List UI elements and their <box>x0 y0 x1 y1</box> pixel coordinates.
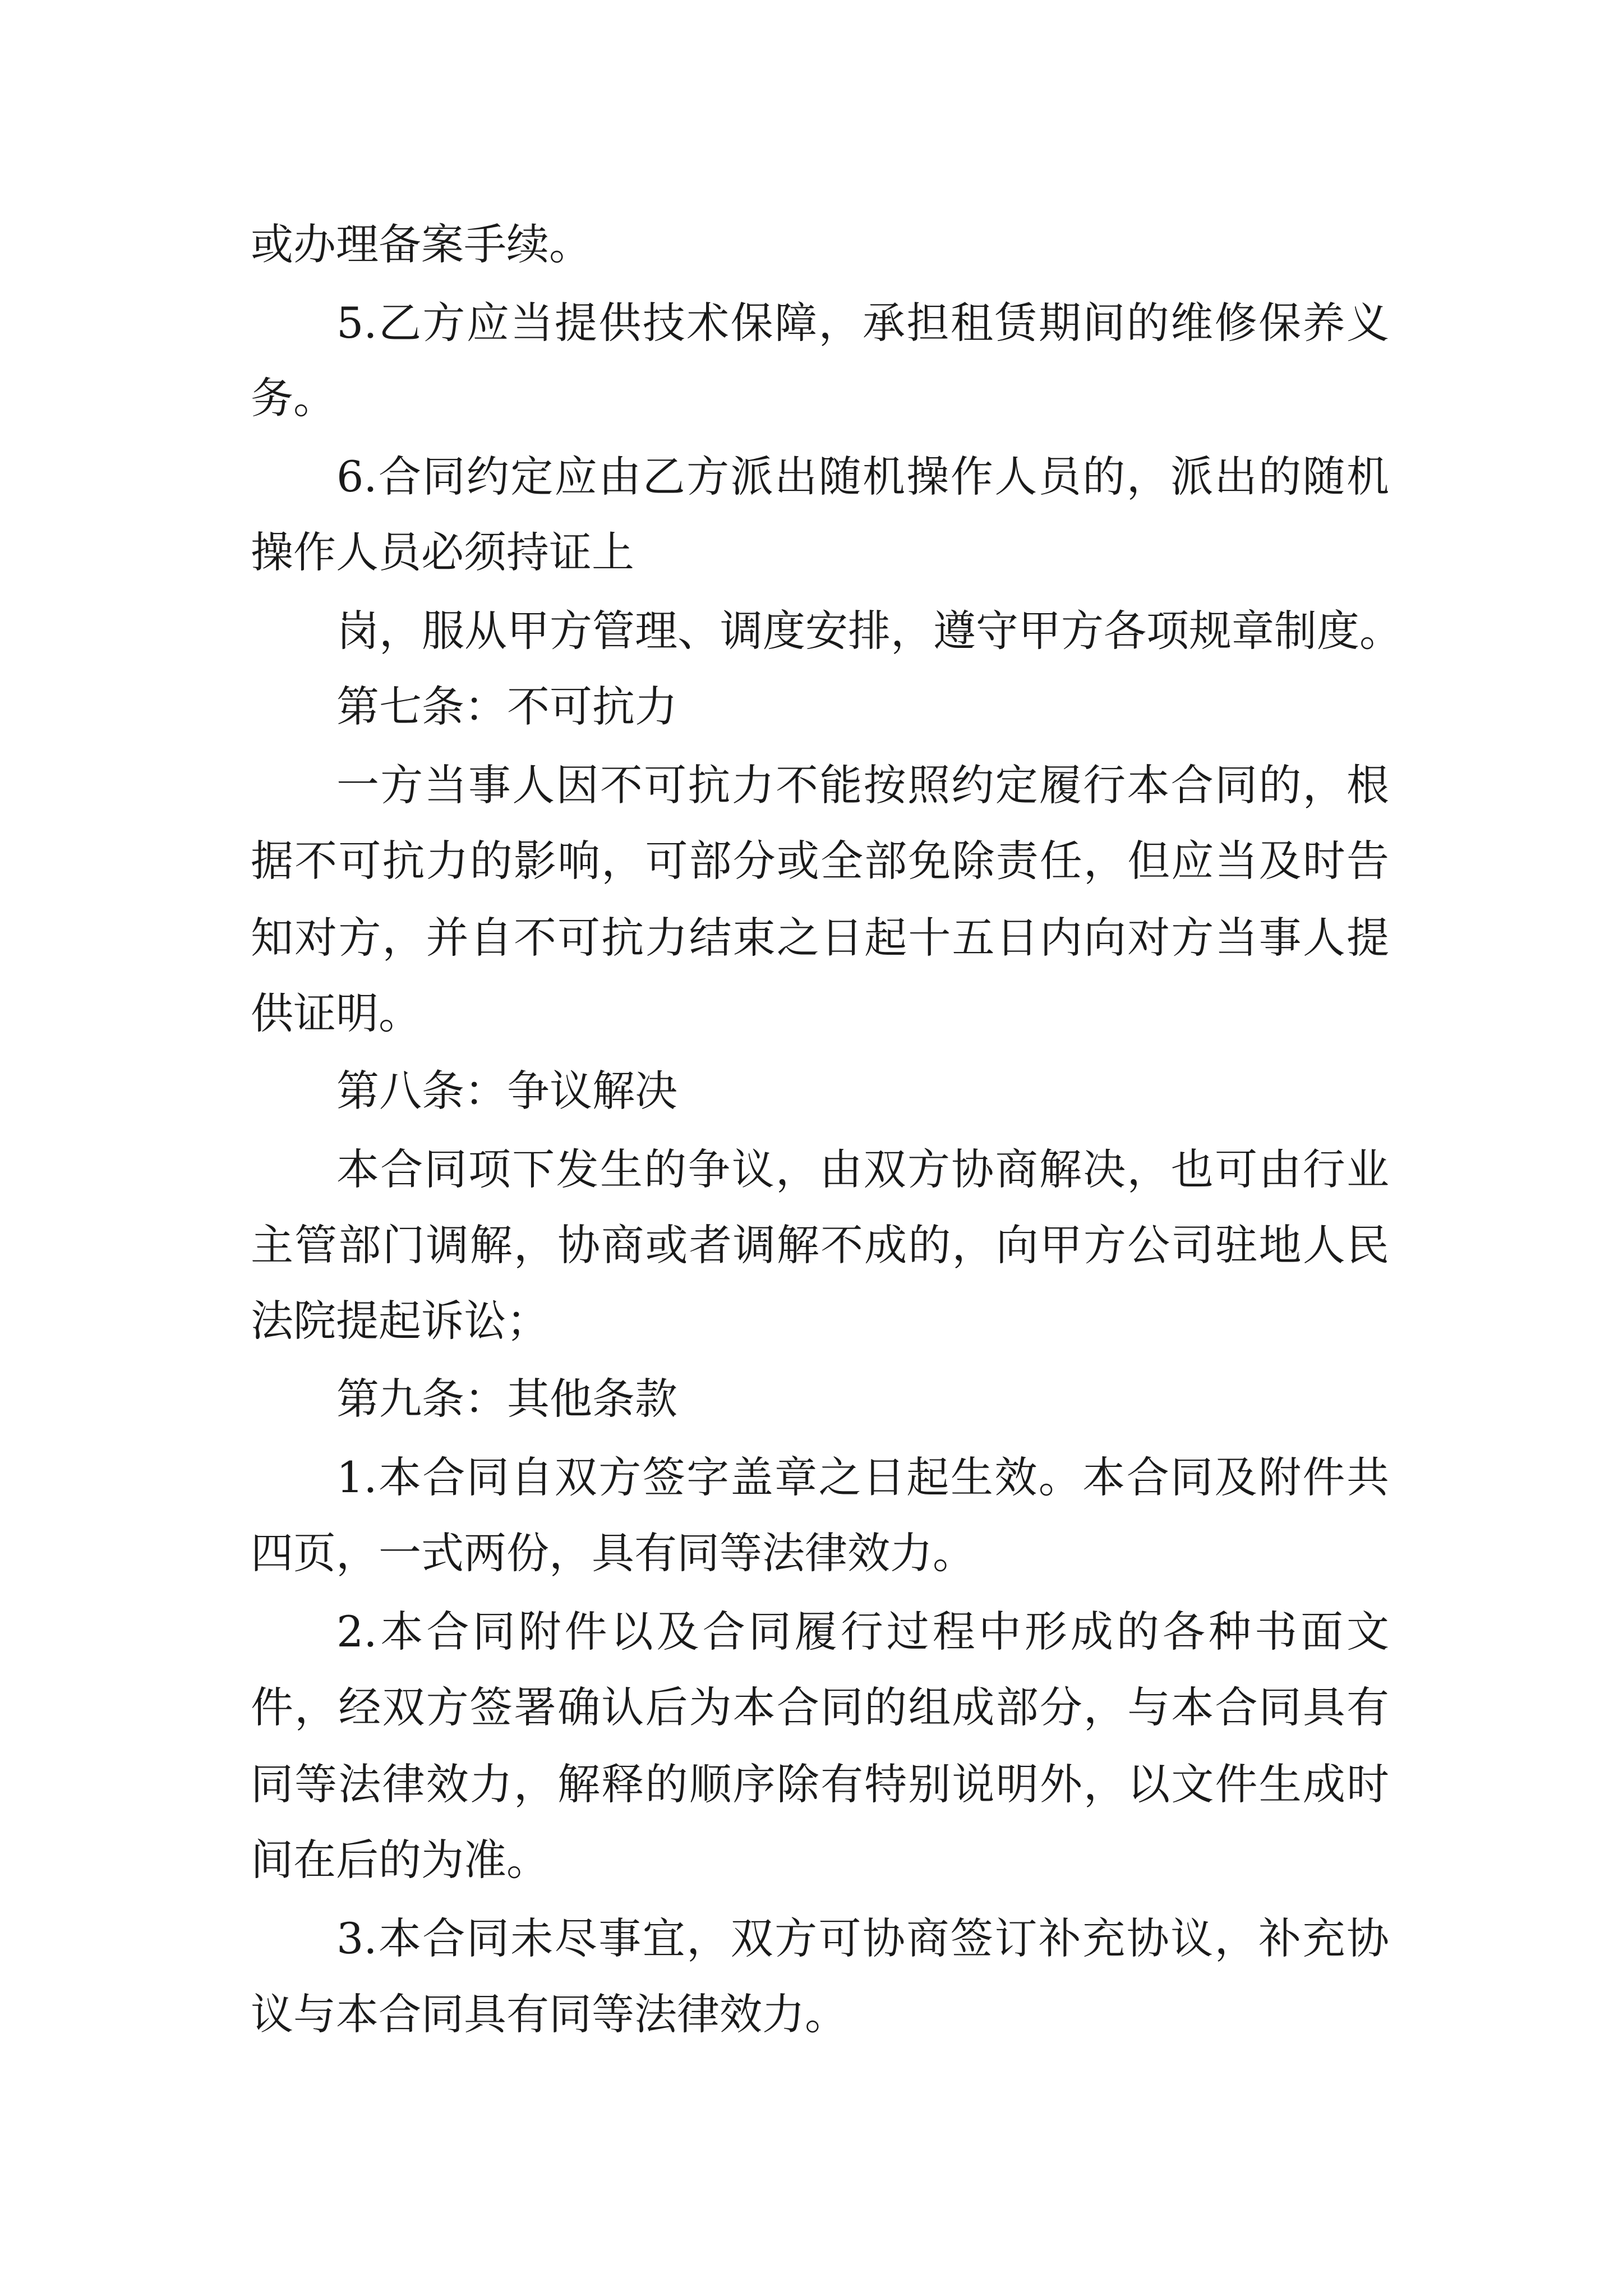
text-line: 5.乙方应当提供技术保障，承担租赁期间的维修保养义 <box>336 298 1389 348</box>
text-line: 知对方，并自不可抗力结束之日起十五日内向对方当事人提 <box>251 913 1389 963</box>
text-line: 操作人员必须持证上 <box>251 527 634 577</box>
text-line: 2.本合同附件以及合同履行过程中形成的各种书面文 <box>336 1607 1389 1657</box>
text-line: 务。 <box>251 373 336 423</box>
text-line: 3.本合同未尽事宜，双方可协商签订补充协议，补充协 <box>336 1913 1389 1963</box>
section-heading: 第七条：不可抗力 <box>336 682 677 731</box>
text-line: 1.本合同自双方签字盖章之日起生效。本合同及附件共 <box>336 1452 1389 1502</box>
text-line: 主管部门调解，协商或者调解不成的，向甲方公司驻地人民 <box>251 1220 1389 1270</box>
text-line: 一方当事人因不可抗力不能按照约定履行本合同的，根 <box>336 760 1389 810</box>
text-line: 据不可抗力的影响，可部分或全部免除责任，但应当及时告 <box>251 836 1389 886</box>
section-heading: 第八条：争议解决 <box>336 1066 677 1116</box>
text-line: 间在后的为准。 <box>251 1835 549 1885</box>
text-line: 供证明。 <box>251 988 421 1038</box>
text-line: 议与本合同具有同等法律效力。 <box>251 1989 847 2039</box>
text-line: 6.合同约定应由乙方派出随机操作人员的，派出的随机 <box>336 452 1389 501</box>
text-line: 四页，一式两份，具有同等法律效力。 <box>251 1528 975 1578</box>
text-line: 件，经双方签署确认后为本合同的组成部分，与本合同具有 <box>251 1682 1389 1732</box>
text-line: 岗，服从甲方管理、调度安排，遵守甲方各项规章制度。 <box>336 606 1402 656</box>
section-heading: 第九条：其他条款 <box>336 1374 677 1424</box>
text-line: 或办理备案手续。 <box>251 219 592 269</box>
text-line: 法院提起诉讼； <box>251 1296 549 1346</box>
text-line: 同等法律效力，解释的顺序除有特别说明外，以文件生成时 <box>251 1759 1389 1809</box>
text-line: 本合同项下发生的争议，由双方协商解决，也可由行业 <box>336 1144 1389 1194</box>
